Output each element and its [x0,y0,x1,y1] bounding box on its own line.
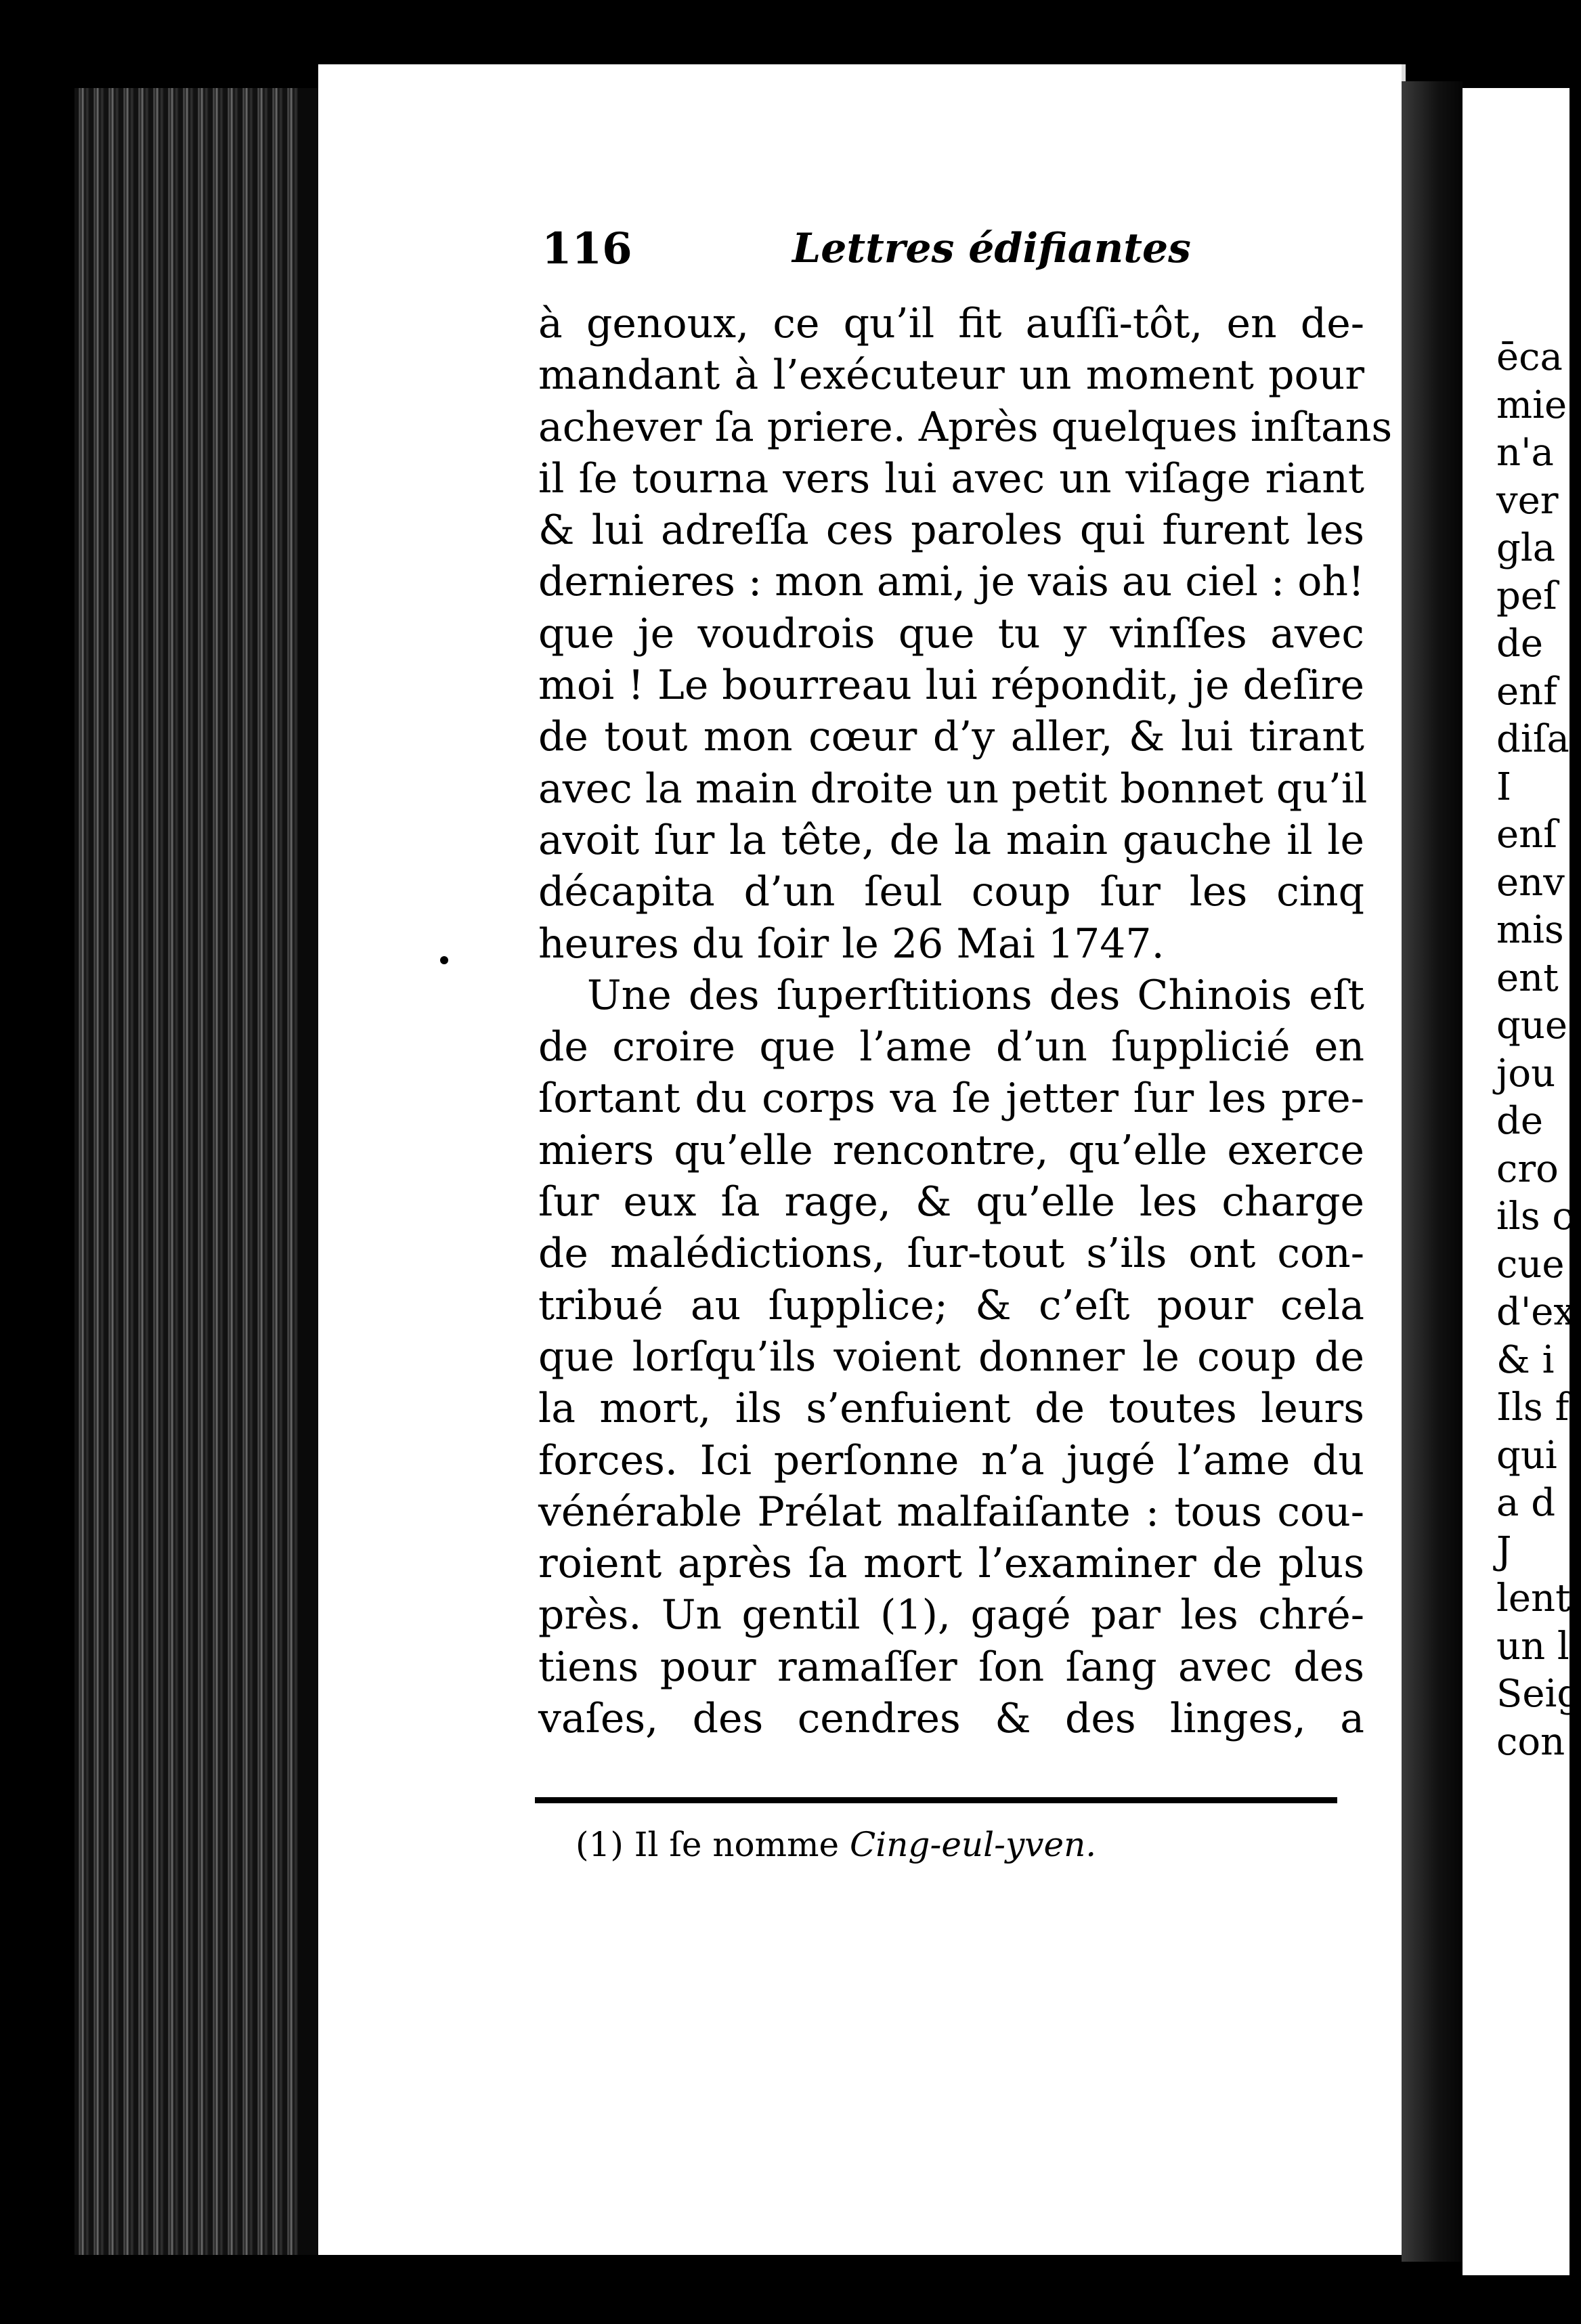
text-line: heures du ſoir le 26 Mai 1747. [538,920,1165,968]
facing-page-line: J [1496,1528,1512,1573]
facing-page-line: de [1496,622,1543,666]
facing-page-line: env [1496,860,1565,905]
footnote-rule [535,1797,1337,1803]
facing-page-line: Ils f [1496,1385,1569,1429]
facing-page-line: jou [1496,1051,1556,1096]
text-line: que je voudrois que tu y vinſſes avec [538,609,1364,658]
footnote [576,1825,1096,1864]
facing-page-line: ent [1496,955,1559,1000]
facing-page-line: con [1496,1719,1565,1764]
margin-mark [440,956,448,964]
text-line: moi ! Le bourreau lui répondit, je deſire [538,662,1364,710]
text-line: achever ſa priere. Après quelques inſtans [538,403,1393,451]
facing-page-line: peſ [1496,574,1557,618]
book-page-edges [74,88,318,2255]
facing-page-line: qui [1496,1433,1557,1478]
text-line: dernieres : mon ami, je vais au ciel : oh! [538,558,1365,606]
text-line: & lui adreſſa ces paroles qui furent les [538,507,1364,555]
facing-page-line: Seig [1496,1672,1581,1716]
text-line: que lorſqu’ils voient donner le coup de [538,1333,1364,1381]
text-line: tribué au ſupplice; & c’eſt pour cela [538,1281,1364,1329]
facing-page-line: & i [1496,1337,1555,1382]
facing-page-line: ils c [1496,1195,1574,1239]
text-line: de tout mon cœur d’y aller, & lui tirant [538,713,1364,761]
facing-page-line: ver [1496,478,1559,523]
facing-page [1463,88,1581,2275]
facing-page-line: cue [1496,1242,1565,1287]
running-head [542,223,1374,284]
facing-page-line: lent [1496,1576,1571,1620]
facing-page-line: diſa [1496,717,1569,761]
text-line: il ſe tourna vers lui avec un viſage riant [538,454,1364,502]
facing-page-line: de [1496,1099,1543,1143]
facing-page-line: n'a [1496,431,1554,475]
text-line: Une des ſuperſtitions des Chinois eſt [587,971,1364,1019]
facing-page-line: a d [1496,1481,1556,1525]
book-gutter [1402,81,1463,2262]
running-title: Lettres édifiantes [792,225,1191,272]
footnote-marker: (1) [576,1825,624,1864]
text-line: tiens pour ramaſſer ſon ſang avec des [538,1643,1364,1691]
text-line: roient après ſa mort l’examiner de plus [538,1540,1364,1588]
text-line: avoit ſur la tête, de la main gauche il le [538,816,1364,864]
text-line: ſortant du corps va ſe jetter ſur les pre- [538,1075,1364,1123]
text-line: forces. Ici perſonne n’a jugé l’ame du [538,1436,1364,1484]
facing-page-line: cro [1496,1146,1559,1191]
facing-page-line: mis [1496,908,1564,952]
facing-page-line: enſ [1496,813,1557,857]
facing-page-line: d'ex [1496,1290,1575,1334]
page-number: 116 [542,223,632,274]
text-line: de malédictions, ſur-tout s’ils ont con- [538,1230,1364,1278]
text-line: à genoux, ce qu’il fit auſſi-tôt, en de- [538,300,1364,347]
facing-page-line: gla [1496,526,1556,570]
facing-page-line: enf [1496,669,1557,714]
facing-page-line: ēca [1496,335,1563,379]
facing-page-line: mie [1496,383,1567,427]
text-line: avec la main droite un petit bonnet qu’il [538,765,1368,813]
text-line: de croire que l’ame d’un ſupplicié en [538,1023,1364,1071]
facing-page-line: I [1496,765,1512,809]
text-line: ſur eux ſa rage, & qu’elle les charge [538,1178,1364,1226]
footnote-text: Il ſe nomme [634,1825,840,1864]
text-line: vénérable Prélat malfaiſante : tous cou- [538,1488,1364,1536]
text-line: vaſes, des cendres & des linges, a [538,1695,1364,1743]
facing-page-line: un l [1496,1624,1569,1669]
text-line: près. Un gentil (1), gagé par les chré- [538,1591,1364,1639]
text-line: mandant à l’exécuteur un moment pour [538,351,1364,400]
body-text [538,298,1393,1744]
text-line: la mort, ils s’enfuient de toutes leurs [538,1385,1364,1433]
footnote-name: Cing-eul-yven. [849,1825,1097,1864]
facing-page-line: que [1496,1004,1568,1048]
text-line: décapita d’un ſeul coup ſur les cinq [538,868,1364,916]
text-line: miers qu’elle rencontre, qu’elle exerce [538,1126,1364,1174]
